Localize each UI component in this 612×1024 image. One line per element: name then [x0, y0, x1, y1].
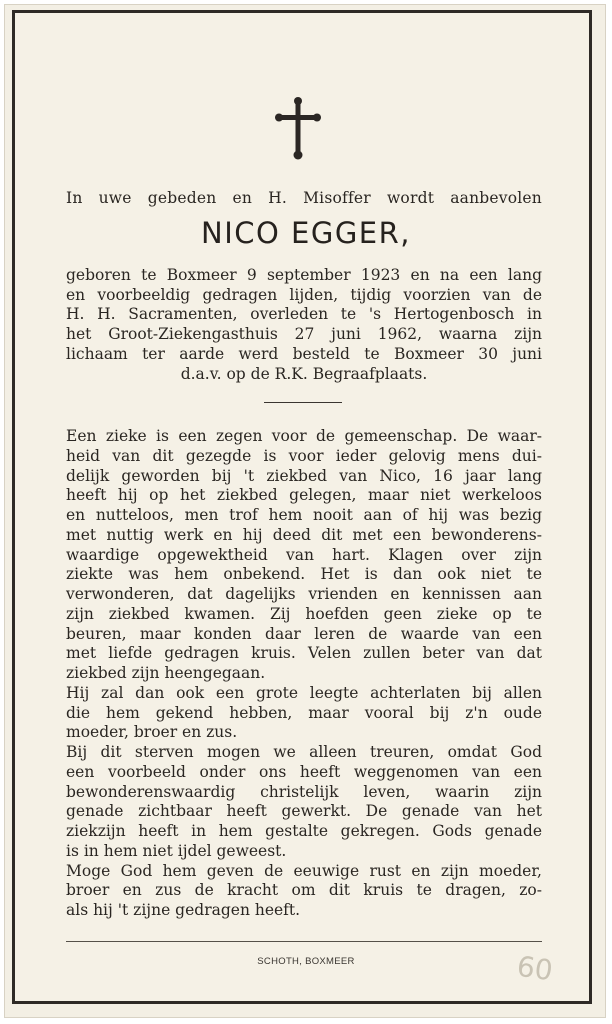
vital-details — [66, 266, 542, 384]
memorial-text-line: Moge God hem geven de eeuwige rust en zijn moeder, — [66, 861, 542, 880]
memorial-text-line: broer en zus de kracht om dit kruis te dragen, zo- — [66, 881, 542, 900]
memorial-text — [66, 427, 542, 921]
memorial-text-line: ziekte was hem onbekend. Het is dan ook niet te — [66, 565, 542, 584]
memorial-text-line: zijn ziekbed kwamen. Zij hoefden geen zieke op te — [66, 604, 542, 623]
memorial-text-line: met liefde gedragen kruis. Velen zullen beter van dat — [66, 644, 542, 663]
printer-credit: SCHOTH, BOXMEER — [257, 956, 355, 967]
memorial-text-line: ziekbed zijn heengegaan. — [66, 664, 266, 682]
memorial-text-line: heid van dit gezegde is voor ieder gelovig mens dui- — [66, 446, 542, 465]
memorial-text-line: bewonderenswaardig christelijk leven, waarin zijn — [66, 782, 542, 801]
vital-line: lichaam ter aarde werd besteld te Boxmeer 30 juni — [66, 344, 542, 363]
vital-line: d.a.v. op de R.K. Begraafplaats. — [180, 364, 428, 383]
memorial-text-line: genade zichtbaar heeft gewerkt. De genade van het — [66, 802, 542, 821]
memorial-text-line: en nutteloos, men trof hem nooit aan of hij was bezig — [66, 506, 542, 524]
cross-icon — [274, 96, 322, 162]
memorial-text-line: die hem gekend hebben, maar vooral bij z'n oude — [66, 703, 542, 722]
vital-line: H. H. Sacramenten, overleden te 's Hertogenbosch in — [66, 305, 542, 324]
memorial-text-line: Hij zal dan ook een grote leegte achterlaten bij allen — [66, 683, 542, 702]
memorial-text-line: met nuttig werk en hij deed dit met een bewonderens- — [66, 525, 542, 544]
bottom-rule — [66, 941, 542, 942]
memorial-text-line: een voorbeeld onder ons heeft weggenomen van een — [66, 762, 542, 781]
vital-line: geboren te Boxmeer 9 september 1923 en na een lang — [66, 266, 542, 284]
deceased-name: NICO EGGER, — [201, 216, 411, 250]
memorial-text-line: ziekzijn heeft in hem gestalte gekregen. Gods genade — [66, 822, 542, 840]
memorial-text-line: als hij 't zijne gedragen heeft. — [66, 901, 301, 919]
memorial-text-line: verwonderen, dat dagelijks vrienden en kennissen aan — [66, 585, 542, 603]
intro-line: In uwe gebeden en H. Misoffer wordt aanbevolen — [66, 189, 542, 207]
memorial-text-line: delijk geworden bij 't ziekbed van Nico, 16 jaar lang — [66, 466, 542, 485]
memorial-text-line: heeft hij op het ziekbed gelegen, maar niet werkeloos — [66, 486, 542, 505]
vital-line: en voorbeeldig gedragen lijden, tijdig voorzien van de — [66, 285, 542, 304]
memorial-text-line: moeder, broer en zus. — [66, 723, 238, 742]
pencil-mark: 60 — [514, 949, 555, 988]
vital-line: het Groot-Ziekengasthuis 27 juni 1962, waarna zijn — [66, 325, 542, 344]
memorial-text-line: beuren, maar konden daar leren de waarde van een — [66, 624, 542, 643]
memorial-text-line: Bij dit sterven mogen we alleen treuren, omdat God — [66, 743, 542, 761]
memorial-text-line: waardige opgewektheid van hart. Klagen over zijn — [66, 545, 542, 564]
short-divider — [264, 402, 342, 403]
memorial-text-line: Een zieke is een zegen voor de gemeenschap. De waar- — [66, 427, 542, 445]
memorial-text-line: is in hem niet ijdel geweest. — [66, 841, 287, 860]
